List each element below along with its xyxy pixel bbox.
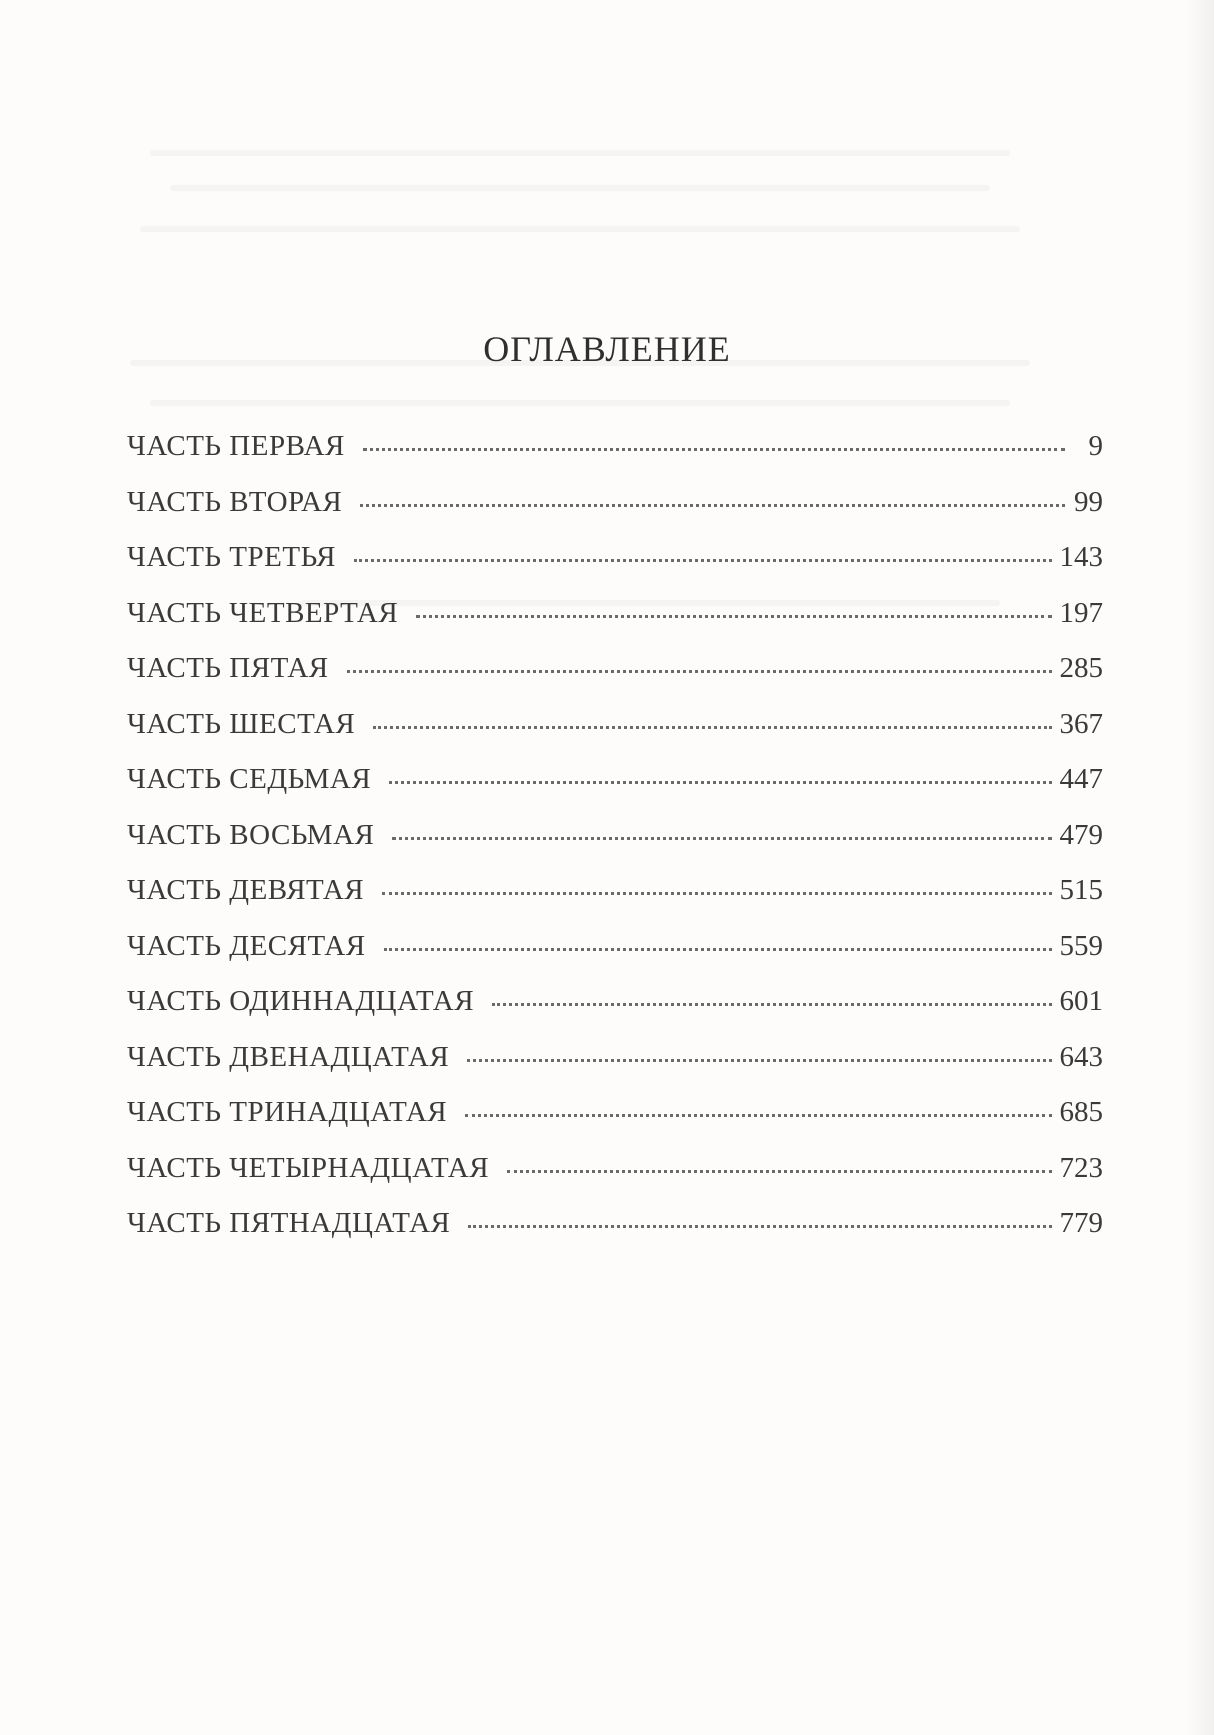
toc-entry-page: 367 [1059, 707, 1103, 740]
toc-entry-page: 143 [1059, 541, 1103, 573]
toc-entry-page: 99 [1074, 485, 1103, 518]
toc-entry-label: ЧАСТЬ ТРЕТЬЯ [127, 541, 337, 573]
toc-entry-page: 515 [1059, 874, 1103, 906]
toc-entry-page: 285 [1059, 652, 1103, 684]
toc-entry-label: ЧАСТЬ ДЕСЯТАЯ [127, 929, 366, 962]
toc-entry [127, 486, 1103, 542]
toc-entry-page: 685 [1059, 1096, 1103, 1128]
toc-entry-label: ЧАСТЬ ДВЕНАДЦАТАЯ [127, 1040, 450, 1073]
toc-entry-label: ЧАСТЬ ПЯТНАДЦАТАЯ [127, 1207, 451, 1239]
toc-entry-page: 479 [1059, 818, 1103, 851]
dot-leader [492, 1003, 1051, 1006]
toc-entry [127, 874, 1103, 930]
toc-entry [127, 930, 1103, 986]
dot-leader [384, 948, 1052, 951]
show-through-line [140, 226, 1020, 232]
toc-entry [127, 708, 1103, 764]
toc-entry-label: ЧАСТЬ ПЕРВАЯ [127, 430, 345, 462]
toc-entry-page: 559 [1059, 929, 1103, 962]
dot-leader [507, 1170, 1051, 1173]
toc-entry-label: ЧАСТЬ ПЯТАЯ [127, 652, 329, 684]
show-through-line [170, 185, 990, 191]
toc-entry-page: 601 [1059, 985, 1103, 1017]
dot-leader [347, 670, 1052, 673]
dot-leader [382, 892, 1051, 895]
show-through-line [150, 150, 1010, 156]
toc-entry-page: 197 [1059, 596, 1103, 629]
toc-entry [127, 1207, 1103, 1263]
toc-entry-label: ЧАСТЬ ШЕСТАЯ [127, 707, 356, 740]
toc-entry-label: ЧАСТЬ ЧЕТЫРНАДЦАТАЯ [127, 1151, 490, 1184]
dot-leader [373, 726, 1051, 729]
toc-entry [127, 819, 1103, 875]
toc-entry-page: 643 [1059, 1040, 1103, 1073]
toc-entry-label: ЧАСТЬ ОДИННАДЦАТАЯ [127, 985, 475, 1017]
toc-entry-label: ЧАСТЬ ДЕВЯТАЯ [127, 874, 365, 906]
dot-leader [389, 781, 1051, 784]
dot-leader [468, 1225, 1051, 1228]
toc-entry [127, 763, 1103, 819]
show-through-line [150, 400, 1010, 406]
toc-entry-page: 9 [1088, 430, 1103, 462]
toc-entry [127, 1041, 1103, 1097]
toc-entry [127, 652, 1103, 708]
toc-entry-label: ЧАСТЬ ВТОРАЯ [127, 485, 343, 518]
page-title: ОГЛАВЛЕНИЕ [483, 329, 731, 369]
toc-entry-page: 779 [1059, 1207, 1103, 1239]
dot-leader [392, 837, 1051, 840]
toc-entry [127, 1096, 1103, 1152]
toc-entry-label: ЧАСТЬ ТРИНАДЦАТАЯ [127, 1096, 448, 1128]
dot-leader [416, 615, 1051, 618]
toc-entry [127, 985, 1103, 1041]
toc-entry [127, 597, 1103, 653]
toc-entry-label: ЧАСТЬ СЕДЬМАЯ [127, 763, 372, 795]
dot-leader [465, 1114, 1051, 1117]
dot-leader [360, 504, 1065, 507]
table-of-contents [127, 430, 1103, 1263]
toc-entry [127, 430, 1103, 486]
dot-leader [354, 559, 1051, 562]
toc-entry-page: 447 [1059, 763, 1103, 795]
toc-entry-label: ЧАСТЬ ЧЕТВЕРТАЯ [127, 596, 399, 629]
dot-leader [363, 448, 1065, 451]
toc-entry-label: ЧАСТЬ ВОСЬМАЯ [127, 818, 375, 851]
toc-entry [127, 1152, 1103, 1208]
page-edge [1186, 0, 1214, 1735]
toc-entry [127, 541, 1103, 597]
dot-leader [467, 1059, 1051, 1062]
toc-entry-page: 723 [1059, 1151, 1103, 1184]
